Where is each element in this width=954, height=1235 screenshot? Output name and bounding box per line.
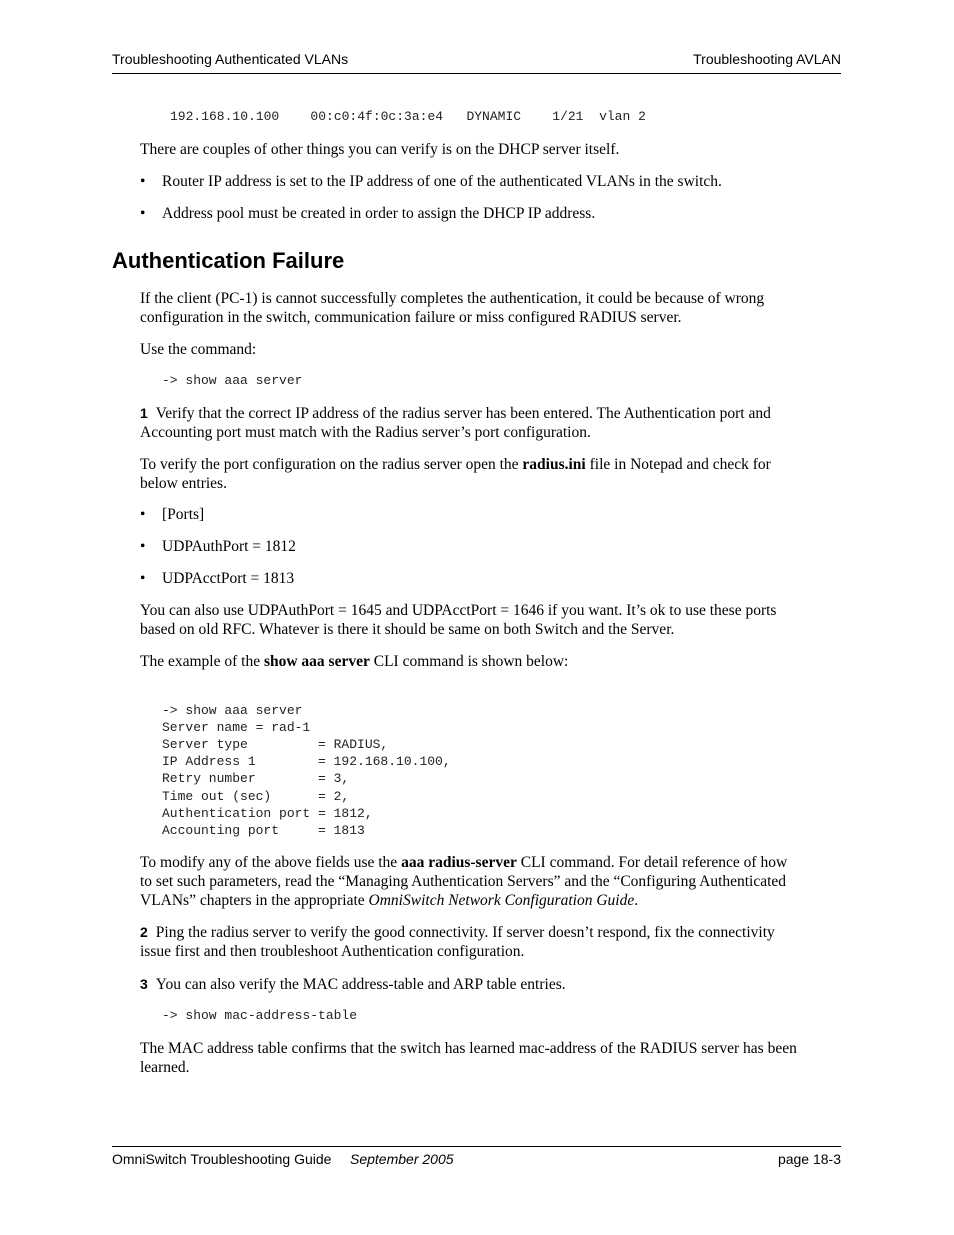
step-text: Accounting port must match with the Radius server’s port configuration.	[140, 424, 591, 441]
footer-page-number: page 18-3	[777, 1151, 841, 1167]
header-chapter-title: Troubleshooting Authenticated VLANs	[112, 51, 349, 67]
header-rule	[112, 73, 841, 74]
filename-radius-ini: radius.ini	[522, 456, 586, 473]
page-footer	[112, 1151, 841, 1171]
command-aaa-radius-server: aaa radius-server	[401, 854, 517, 871]
step-number: 1	[140, 405, 148, 421]
text-run: VLANs” chapters in the appropriate	[140, 892, 369, 909]
section-heading: Authentication Failure	[112, 248, 345, 273]
bullet-dot: •	[140, 205, 146, 222]
paragraph-example	[140, 652, 840, 671]
code-output-block	[162, 685, 451, 856]
bullet-dot: •	[140, 506, 146, 523]
footer-rule	[112, 1146, 841, 1147]
paragraph-line: The MAC address table confirms that the switch has learned mac-address of the RADIUS server has been	[140, 1040, 797, 1057]
paragraph-dhcp: There are couples of other things you can verify is on the DHCP server itself.	[140, 141, 620, 158]
code-line: Time out (sec) = 2,	[162, 788, 350, 804]
paragraph-line: to set such parameters, read the “Managing Authentication Servers” and the “Configuring Authenticated	[140, 873, 787, 890]
code-arp-entry: 192.168.10.100 00:c0:4f:0c:3a:e4 DYNAMIC 1/21 vlan 2	[170, 109, 646, 124]
step-number: 3	[140, 976, 148, 992]
step-2	[140, 923, 840, 961]
bullet-dot: •	[140, 570, 146, 587]
command-show-aaa-server: show aaa server	[263, 653, 370, 670]
text-run: To modify any of the above fields use the	[140, 854, 402, 871]
code-show-aaa-server: -> show aaa server	[162, 373, 303, 388]
code-line: Authentication port = 1812,	[162, 805, 373, 821]
paragraph-line: based on old RFC. Whatever is there it should be same on both Switch and the Server.	[140, 621, 675, 638]
paragraph-modify	[140, 853, 840, 910]
paragraph-line: configuration in the switch, communication failure or miss configured RADIUS server.	[140, 309, 682, 326]
text-run: .	[634, 892, 639, 909]
text-run: To verify the port configuration on the radius server open the	[140, 456, 523, 473]
step-3	[140, 975, 840, 994]
step-text: You can also verify the MAC address-table and ARP table entries.	[155, 976, 566, 993]
code-line: -> show aaa server	[162, 703, 303, 719]
footer-date: September 2005	[350, 1151, 454, 1167]
step-text: issue first and then troubleshoot Authentication configuration.	[140, 943, 525, 960]
code-line: IP Address 1 = 192.168.10.100,	[162, 754, 451, 770]
bullet-dot: •	[140, 173, 146, 190]
paragraph-line: learned.	[140, 1059, 190, 1076]
paragraph-alt-ports	[140, 601, 840, 639]
code-line: Server type = RADIUS,	[162, 737, 389, 753]
bullet-text: UDPAcctPort = 1813	[162, 570, 295, 587]
code-line: Server name = rad-1	[162, 720, 311, 736]
bullet-text: [Ports]	[162, 506, 205, 523]
text-run: file in Notepad and check for	[585, 456, 771, 473]
step-text: Ping the radius server to verify the good connectivity. If server doesn’t respond, fix the connectivity	[155, 924, 775, 941]
text-run: The example of the	[140, 653, 264, 670]
bullet-text: Router IP address is set to the IP address of one of the authenticated VLANs in the switch.	[162, 173, 722, 190]
guide-title: OmniSwitch Network Configuration Guide	[368, 892, 635, 909]
paragraph-line: below entries.	[140, 475, 227, 492]
bullet-text: Address pool must be created in order to assign the DHCP IP address.	[162, 205, 596, 222]
step-text: Verify that the correct IP address of the radius server has been entered. The Authentication port and	[155, 405, 771, 422]
code-line: Accounting port = 1813	[162, 822, 365, 838]
bullet-text: UDPAuthPort = 1812	[162, 538, 296, 555]
step-1	[140, 404, 840, 442]
bullet-dot: •	[140, 538, 146, 555]
step-number: 2	[140, 924, 148, 940]
paragraph-radius-ini	[140, 455, 840, 493]
paragraph-line: You can also use UDPAuthPort = 1645 and UDPAcctPort = 1646 if you want. It’s ok to use these ports	[140, 602, 777, 619]
page-header	[112, 51, 841, 73]
code-line: Retry number = 3,	[162, 771, 350, 787]
paragraph-use-command: Use the command:	[140, 341, 257, 358]
code-show-mac-address-table: -> show mac-address-table	[162, 1008, 358, 1023]
paragraph-mac-table	[140, 1039, 840, 1077]
text-run: CLI command is shown below:	[369, 653, 569, 670]
paragraph-line: If the client (PC-1) is cannot successfully completes the authentication, it could be because of wrong	[140, 290, 765, 307]
text-run: CLI command. For detail reference of how	[516, 854, 788, 871]
footer-guide-title: OmniSwitch Troubleshooting Guide	[112, 1151, 332, 1167]
paragraph-intro	[140, 289, 840, 327]
header-section-title: Troubleshooting AVLAN	[693, 51, 841, 67]
